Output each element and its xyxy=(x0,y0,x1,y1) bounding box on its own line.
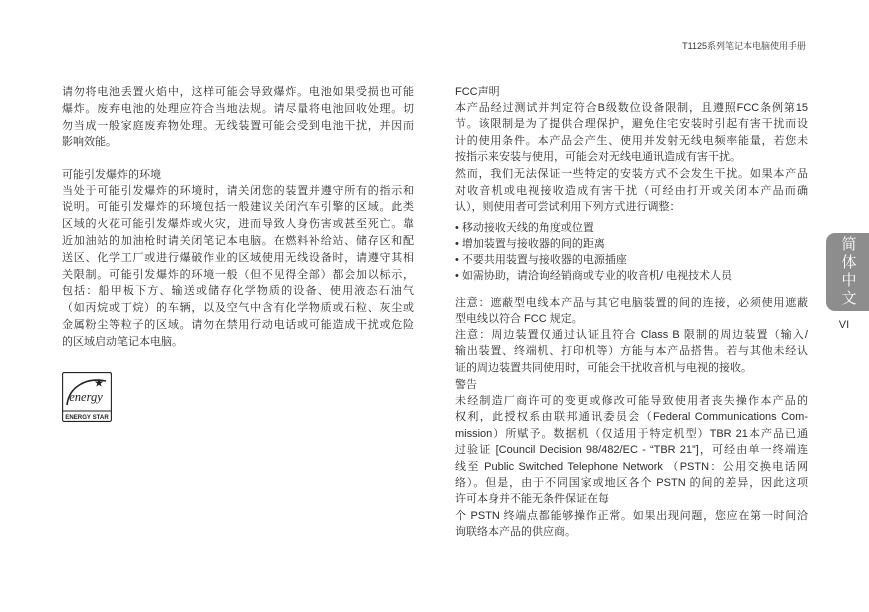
paragraph-line: 金属粉尘等粒子的区域。请勿在禁用行动电话或可能造成干扰或危险 xyxy=(62,318,414,331)
paragraph-line: 勿当成一般家庭废弃物处理。无线装置可能会受到电池干扰，并因而 xyxy=(62,119,414,132)
paragraph-line: 注意：周边装置仅通过认证且符合 Class B 限制的周边装置（输入/ xyxy=(455,329,808,341)
paragraph-line: 许可本身并不能无条件保证在每 xyxy=(455,493,609,506)
warning-title-block xyxy=(455,377,808,393)
paragraph-line: 认），则使用者可尝试利用下列方式进行调整： xyxy=(455,201,681,214)
paragraph-line: 的区域启动笔记本电脑。 xyxy=(62,335,183,348)
bullet-item: • 如需协助，请洽询经销商或专业的收音机/ 电视技术人员 xyxy=(455,270,733,282)
paragraph-line: 权利，此授权系由联邦通讯委员会（Federal Communications Com- xyxy=(455,411,808,424)
peripherals-note xyxy=(455,327,808,376)
paragraph-line: 未经制造厂商许可的变更或修改可能导致使用者丧失操作本产品的 xyxy=(455,395,808,407)
fcc-interference-paragraph xyxy=(455,166,808,215)
paragraph-line: 过验证 [Council Decision 98/482/EC - “TBR 21”]，可经由单一终端连 xyxy=(455,444,808,457)
language-tab xyxy=(826,233,869,311)
paragraph-line: 爆炸。废弃电池的处理应符合当地法规。请尽量将电池回收处理。切 xyxy=(62,102,414,115)
paragraph-line: 对收音机或电视接收造成有害干扰（可经由打开或关闭本产品而确 xyxy=(455,184,808,197)
explosive-heading-block xyxy=(62,167,414,184)
warning-paragraph xyxy=(455,393,808,541)
paragraph-line: 然而，我们无法保证一些特定的安装方式不会发生干扰。如果本产品 xyxy=(455,168,808,181)
explosive-environment-paragraph xyxy=(62,183,414,351)
paragraph-line: 本产品经过测试并判定符合B级数位设备限制，且遵照FCC条例第15 xyxy=(455,102,808,114)
logo-wordmark: ENERGY STAR xyxy=(65,413,109,421)
running-header: T1125系列笔记本电脑使用手册 xyxy=(682,41,806,51)
paragraph-line: 近加油站的加油枪时请关闭笔记本电脑。在燃料补给站、储存区和配 xyxy=(62,234,414,247)
paragraph-line: 请勿将电池丢置火焰中，这样可能会导致爆炸。电池如果受损也可能 xyxy=(62,86,414,98)
paragraph-line: 区域的火花可能引发爆炸或火灾，进而导致人身伤害或甚至死亡。靠 xyxy=(62,218,414,231)
paragraph-line: 络）。但是，由于不同国家或地区各个 PSTN 的间的差异，因此这项 xyxy=(455,476,808,489)
fcc-statement-paragraph xyxy=(455,100,808,166)
remedy-bullet-list xyxy=(455,220,808,284)
fcc-title-block xyxy=(455,84,808,100)
section-heading: FCC声明 xyxy=(455,86,500,98)
paragraph-line: 送区、化学工厂或进行爆破作业的区域使用无线设备时，请遵守其相 xyxy=(62,251,414,264)
paragraph-line: 线至 Public Switched Telephone Network （PSTN：公用交换电话网 xyxy=(455,460,808,473)
paragraph-line: mission）所赋予。数据机（仅适用于特定机型）TBR 21本产品已通 xyxy=(455,427,808,440)
paragraph-line: 计的使用条件。本产品会产生、使用并发射无线电频率能量，若您未 xyxy=(455,134,808,147)
paragraph-line: 说明。可能引发爆炸的环境包括一般建议关闭汽车引擎的区域。此类 xyxy=(62,201,414,214)
paragraph-line: 当处于可能引发爆炸的环境时，请关闭您的装置并遵守所有的指示和 xyxy=(62,184,414,197)
paragraph-line: （如丙烷或丁烷）的车辆，以及空气中含有化学物质或石粒、灰尘或 xyxy=(62,302,414,315)
paragraph-line: 按指示来安装与使用，可能会对无线电通讯造成有害干扰。 xyxy=(455,151,741,164)
bullet-item: • 增加装置与接收器的间的距离 xyxy=(455,238,605,250)
paragraph-line: 关限制。可能引发爆炸的环境一般（但不见得全部）都会加以标示， xyxy=(62,268,414,281)
paragraph-line: 型电线以符合 FCC 规定。 xyxy=(455,313,583,326)
language-label: 简体中文 xyxy=(839,236,857,308)
paragraph-line: 影响效能。 xyxy=(62,136,117,149)
battery-warning-paragraph xyxy=(62,84,414,151)
logo-script: energy xyxy=(69,390,103,404)
page-number: VI xyxy=(838,319,850,331)
bullet-item: • 移动接收天线的角度或位置 xyxy=(455,222,594,234)
section-heading: 警告 xyxy=(455,378,477,391)
paragraph-line: 注意：遮蔽型电线本产品与其它电脑装置的间的连接，必须使用遮蔽 xyxy=(455,297,808,309)
paragraph-line: 节。该限制是为了提供合理保护，避免住宅安装时引起有害干扰而设 xyxy=(455,118,808,131)
bullet-item: • 不要共用装置与接收器的电源插座 xyxy=(455,254,627,266)
energy-star-logo xyxy=(62,372,112,422)
shielded-cable-note xyxy=(455,295,808,328)
section-heading: 可能引发爆炸的环境 xyxy=(62,168,161,181)
paragraph-line: 输出装置、终端机、打印机等）方能与本产品搭售。若与其他未经认 xyxy=(455,345,808,358)
paragraph-line: 询联络本产品的供应商。 xyxy=(455,526,576,539)
paragraph-line: 证的周边装置共同使用时，可能会干扰收音机与电视的接收。 xyxy=(455,361,752,374)
paragraph-line: 个 PSTN 终端点都能够操作正常。如果出现问题，您应在第一时间洽 xyxy=(455,509,808,522)
paragraph-line: 包括：船甲板下方、输送或储存化学物质的设备、使用液态石油气 xyxy=(62,285,414,298)
